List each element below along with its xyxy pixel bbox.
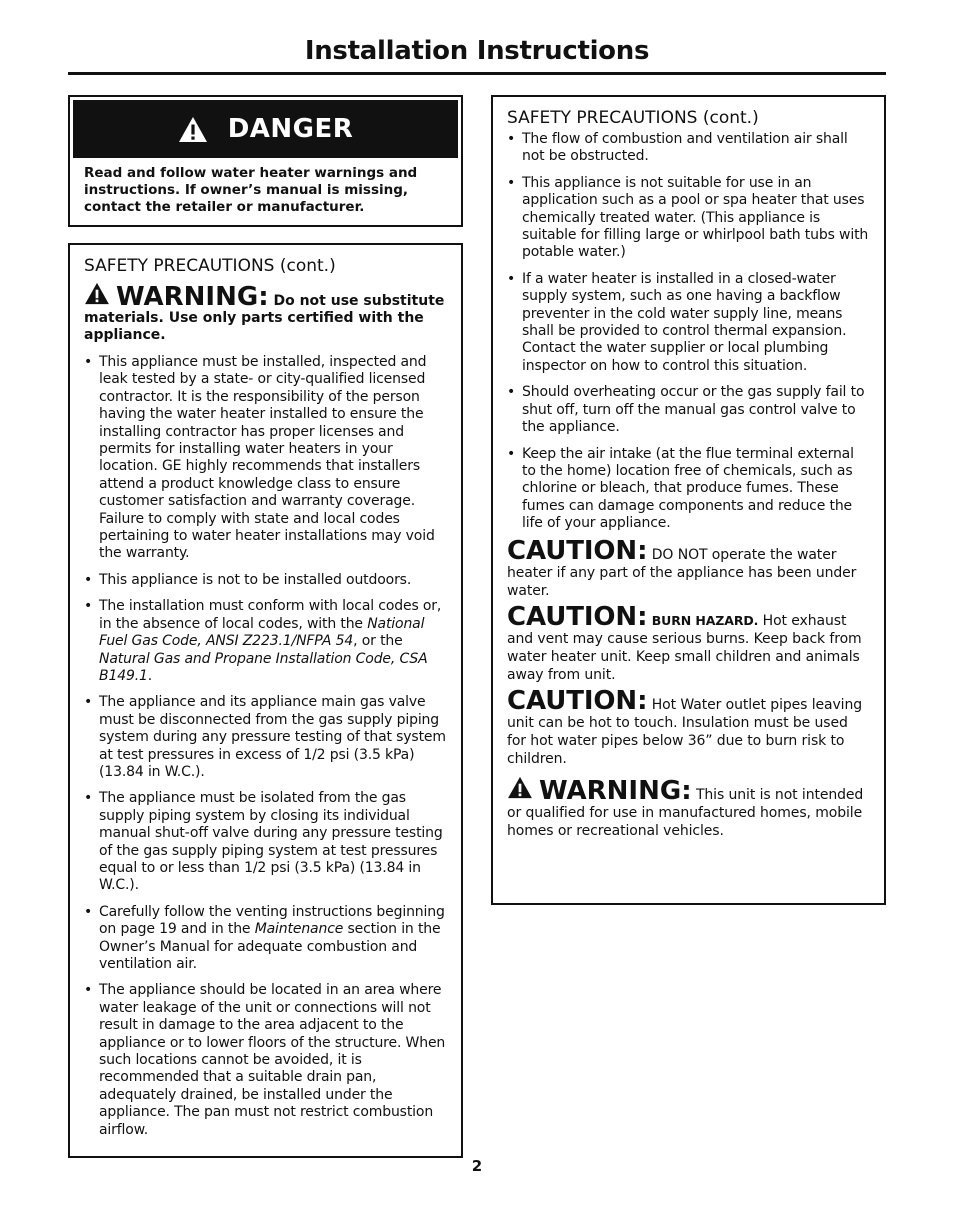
list-item: • The appliance and its appliance main gas valve must be disconnected from the gas supply piping system during any pressure testing of that system at test pressures in excess of 1/2 psi (3.5 kPa) (13.84 in W.C.). — [84, 694, 448, 781]
warning-triangle-icon — [84, 282, 110, 305]
left-bullet-list — [84, 354, 448, 1139]
warning-notice — [84, 282, 448, 344]
list-item: • The appliance should be located in an area where water leakage of the unit or connections will not result in damage to the area adjacent to the appliance or to lower floors of the structure. When such locations cannot be avoided, it is recommended that a suitable drain pan, adequately drained, be installed under the appliance. The pan must not restrict combustion airflow. — [84, 982, 448, 1139]
page-number: 2 — [471, 1157, 483, 1175]
warning-notice — [507, 776, 871, 840]
danger-header — [73, 100, 458, 158]
warning-word: WARNING: — [116, 282, 269, 312]
list-item — [84, 904, 448, 974]
right-bullet-list — [507, 131, 871, 533]
warning-triangle-icon — [178, 116, 208, 143]
caution-notice — [507, 535, 871, 600]
list-item: • The flow of combustion and ventilation air shall not be obstructed. — [507, 131, 871, 166]
list-item-text: section in the Owner’s Manual for adequate combustion and ventilation air. — [99, 921, 441, 972]
list-item: • This appliance must be installed, inspected and leak tested by a state- or city-qualified licensed contractor. It is the responsibility of the person having the water heater installed to ensure the installing contractor has proper licenses and permits for installing water heaters in your location. GE highly recommends that installers attend a product knowledge class to ensure customer satisfaction and warranty coverage. Failure to comply with state and local codes pertaining to water heater installations may void the warranty. — [84, 354, 448, 563]
page-title: Installation Instructions — [304, 36, 650, 66]
list-item: • This appliance is not suitable for use in an application such as a pool or spa heater that uses chemically treated water. (This appliance is suitable for filling large or whirlpool bath tubs with potable water.) — [507, 175, 871, 262]
danger-box — [68, 95, 463, 227]
caution-text: Hot exhaust and vent may cause serious burns. Keep back from water heater unit. Keep small children and animals away from unit. — [507, 612, 862, 683]
left-safety-box — [68, 243, 463, 1158]
list-item — [84, 598, 448, 685]
section-heading: SAFETY PRECAUTIONS (cont.) — [84, 256, 336, 276]
caution-word: CAUTION: — [507, 535, 648, 566]
list-item-text: The installation must conform with local codes or, in the absence of local codes, with the — [99, 598, 442, 632]
caution-word: CAUTION: — [507, 685, 648, 716]
warning-text: Do not use substitute materials. Use only parts certified with the appliance. — [84, 293, 445, 343]
code-reference: National Fuel Gas Code, ANSI Z223.1/NFPA 54 — [99, 615, 425, 650]
warning-triangle-icon — [507, 776, 533, 799]
title-rule — [68, 72, 886, 75]
caution-word: CAUTION: — [507, 601, 648, 632]
caution-text: DO NOT operate the water heater if any part of the appliance has been under water. — [507, 546, 857, 599]
list-item-text: . — [147, 667, 153, 684]
list-item: • The appliance must be isolated from the gas supply piping system by closing its individual manual shut-off valve during any pressure testing of the gas supply piping system at test pressures equal to or less than 1/2 psi (3.5 kPa) (13.84 in W.C.). — [84, 790, 448, 894]
list-item: • If a water heater is installed in a closed-water supply system, such as one having a backflow preventer in the cold water supply line, means shall be provided to control thermal expansion. Contact the water supplier or local plumbing inspector on how to control this situation. — [507, 271, 871, 375]
caution-notice — [507, 601, 871, 684]
list-item: • Should overheating occur or the gas supply fail to shut off, turn off the manual gas control valve to the appliance. — [507, 384, 871, 436]
code-reference: Natural Gas and Propane Installation Code, CSA B149.1 — [99, 650, 428, 684]
caution-notice — [507, 685, 871, 768]
caution-text: Hot Water outlet pipes leaving unit can be hot to touch. Insulation must be used for hot water pipes below 36” due to burn risk to children. — [507, 696, 863, 767]
caution-lead: BURN HAZARD. — [651, 612, 759, 628]
warning-word: WARNING: — [539, 775, 692, 806]
list-item-text: Carefully follow the venting instructions beginning on page 19 and in the — [99, 903, 445, 938]
right-safety-box — [491, 95, 886, 905]
danger-text: Read and follow water heater warnings and instructions. If owner’s manual is missing, contact the retailer or manufacturer. — [84, 165, 418, 215]
list-item-text: , or the — [353, 633, 403, 650]
section-heading: SAFETY PRECAUTIONS (cont.) — [507, 108, 759, 128]
manual-section-reference: Maintenance — [254, 921, 344, 938]
warning-text: This unit is not intended or qualified for use in manufactured homes, mobile homes or recreational vehicles. — [507, 786, 864, 839]
list-item: • This appliance is not to be installed outdoors. — [84, 572, 448, 589]
list-item: • Keep the air intake (at the flue terminal external to the home) location free of chemicals, such as chlorine or bleach, that produce fumes. These fumes can damage components and reduce the life of your appliance. — [507, 446, 871, 533]
danger-label: DANGER — [227, 114, 354, 144]
